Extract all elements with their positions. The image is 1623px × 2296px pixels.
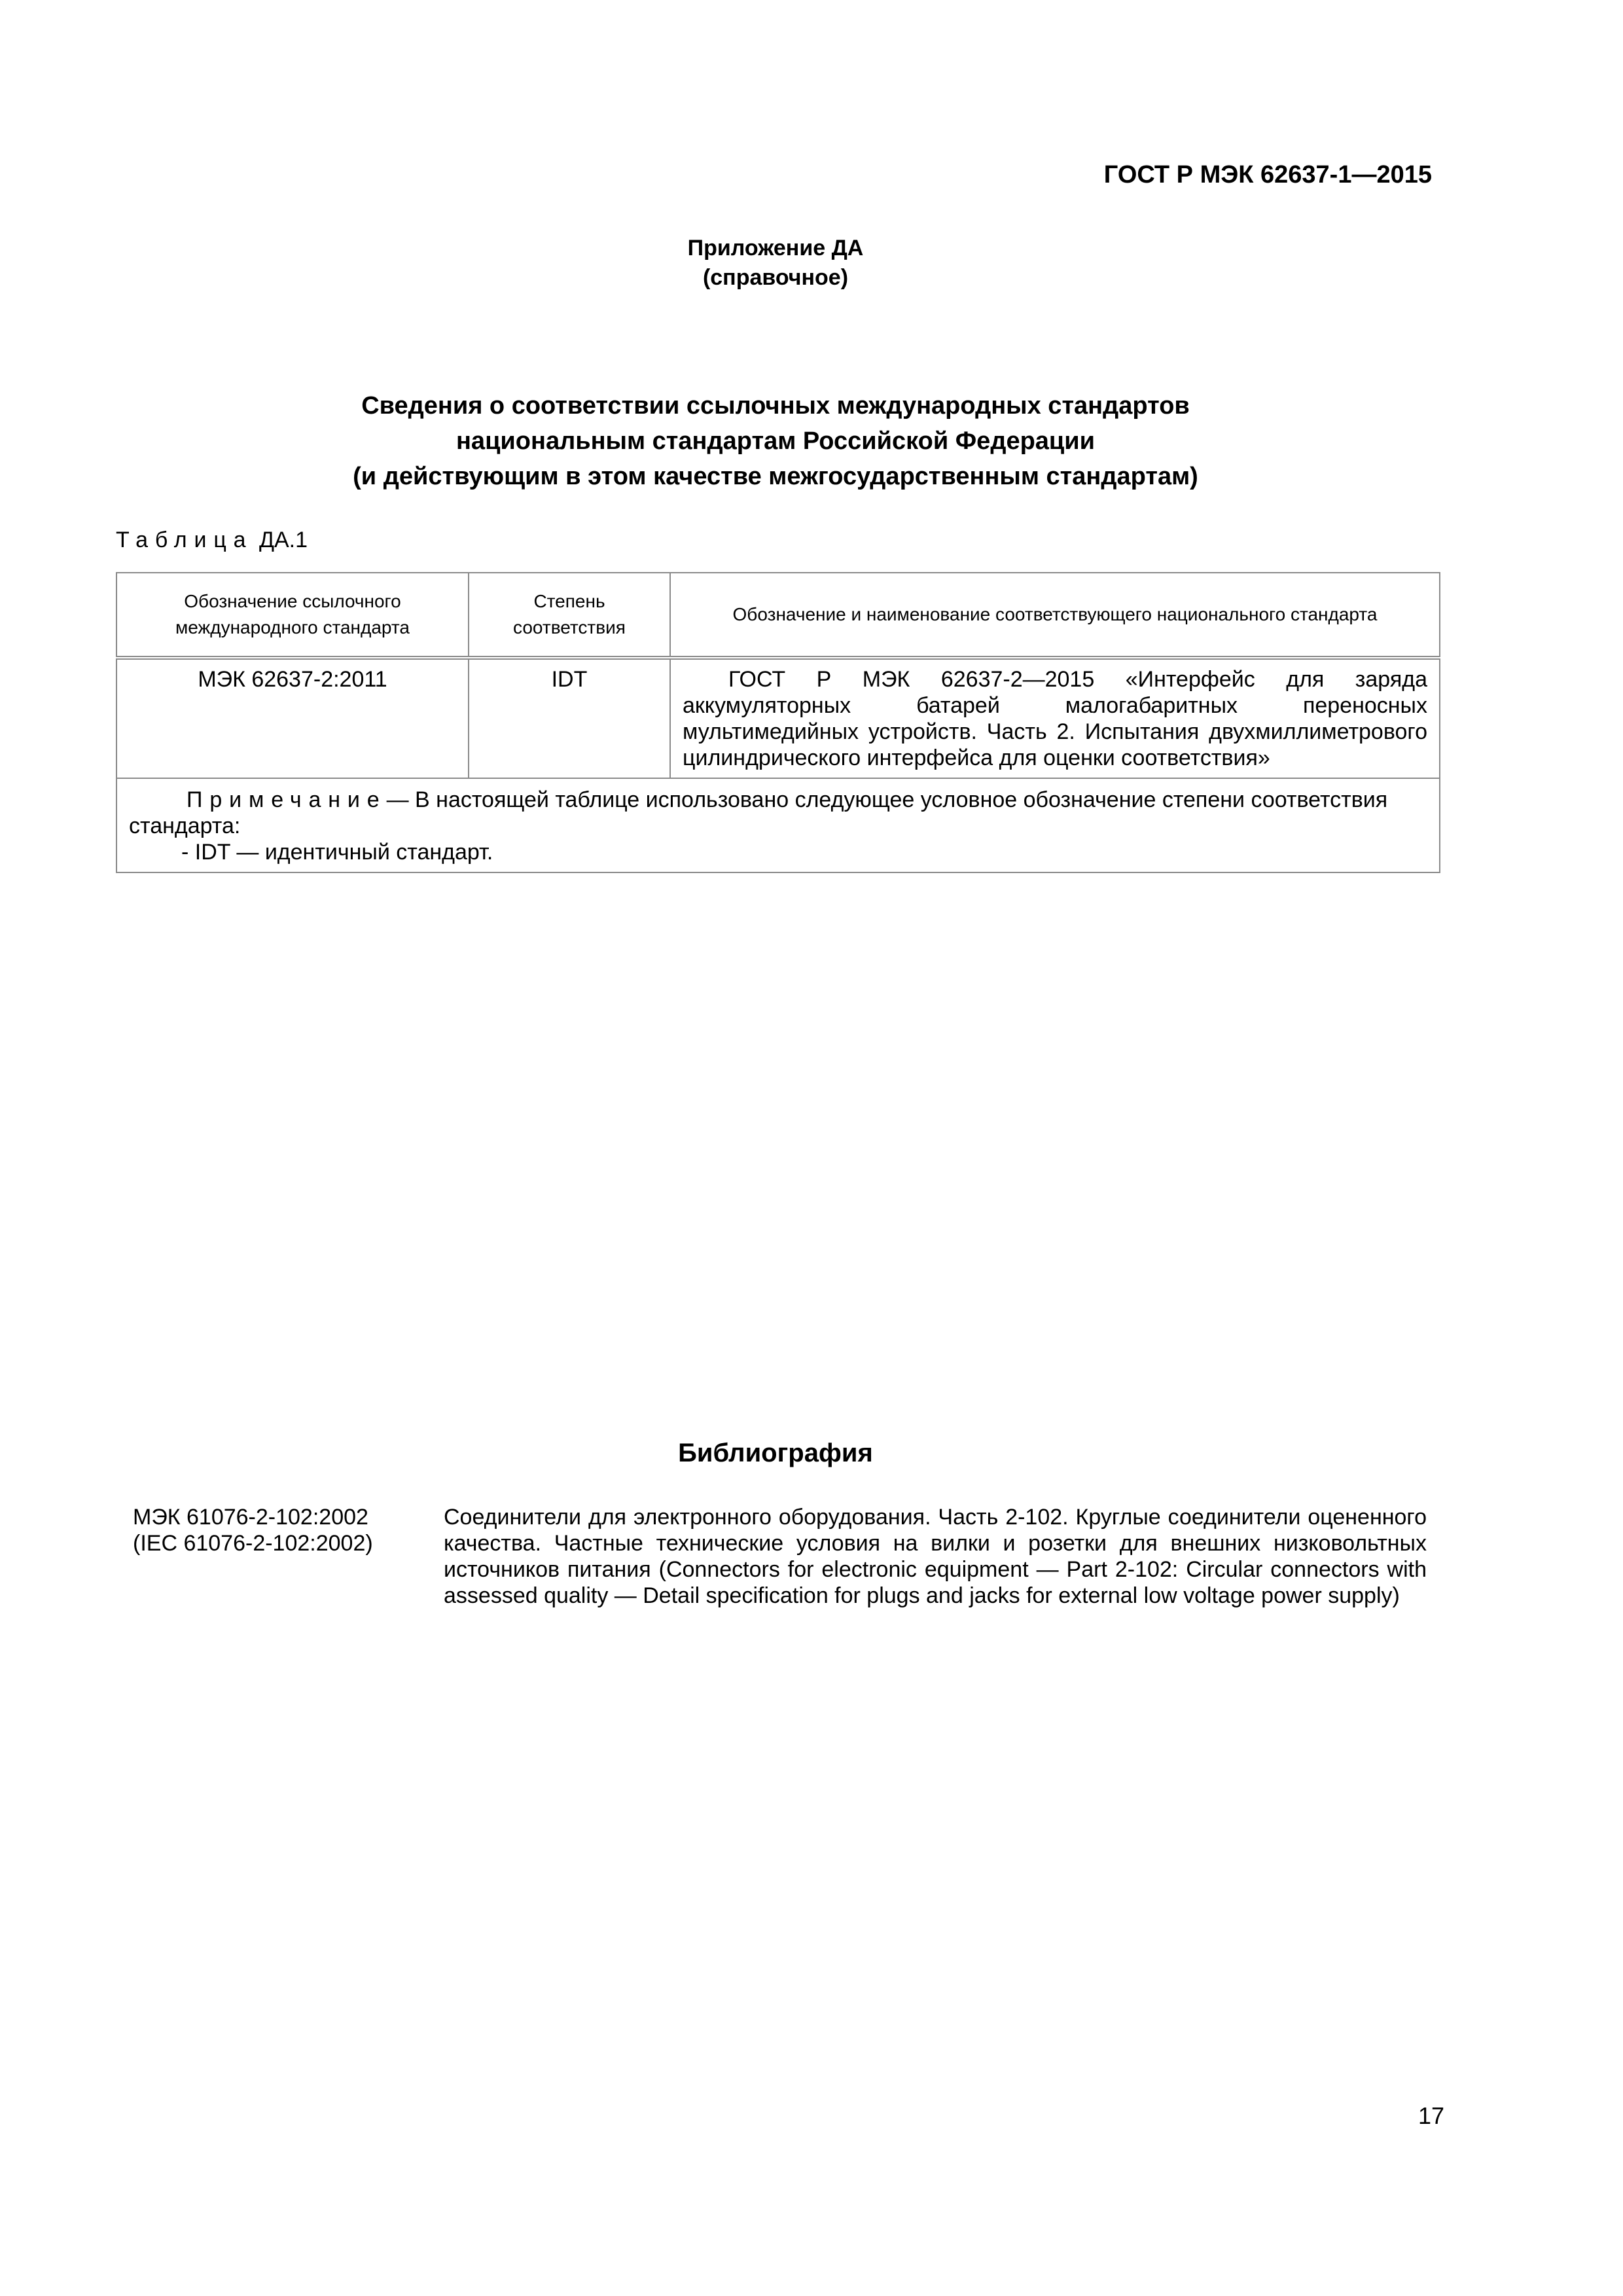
header-degree <box>469 573 670 658</box>
table-caption-word: Таблица <box>116 528 253 552</box>
bibliography-entry: Соединители для электронного оборудования. Часть 2-102. Круглые соединители оцененного качества. Частные технические условия на вилки и розетки для внешних низковольтных источников питания (Connectors for electronic equipment — Part 2-102: Circular connectors with assessed quality — Detail specification for plugs and jacks for external low voltage power supply) <box>444 1505 1427 1608</box>
table-header-row <box>116 573 1440 658</box>
section-heading-line: национальным стандартам Российской Федерации <box>455 427 1095 455</box>
bibliography-ref <box>133 1504 408 1556</box>
note-item: - IDT — идентичный стандарт. <box>181 840 493 865</box>
appendix-type: (справочное) <box>702 265 849 290</box>
header-national-standard <box>670 573 1440 658</box>
cell-degree: IDT <box>469 658 670 778</box>
header-text: соответствия <box>513 617 626 637</box>
appendix-title: Приложение ДА <box>687 236 864 260</box>
table-caption <box>116 528 308 553</box>
header-text: международного стандарта <box>175 617 410 637</box>
page-number: 17 <box>1418 2102 1444 2129</box>
header-ref-standard <box>116 573 469 658</box>
section-heading-line: (и действующим в этом качестве межгосударственным стандартам) <box>353 463 1198 490</box>
header-text: Степень <box>533 591 605 611</box>
document-code: ГОСТ Р МЭК 62637-1—2015 <box>1103 161 1432 188</box>
header-text: Обозначение ссылочного <box>184 591 401 611</box>
header-text: Обозначение и наименование соответствующего национального стандарта <box>732 604 1378 624</box>
bibliography-ref-line: (IEC 61076-2-102:2002) <box>133 1531 373 1556</box>
table-note <box>116 778 1440 872</box>
table-row <box>116 658 1440 778</box>
note-text <box>129 787 1427 839</box>
bibliography-ref-line: МЭК 61076-2-102:2002 <box>133 1505 368 1530</box>
section-heading <box>0 388 1551 494</box>
national-standard-text: ГОСТ Р МЭК 62637-2—2015 «Интерфейс для заряда аккумуляторных батарей малогабаритных переносных мультимедийных устройств. Часть 2. Испытания двухмиллиметрового цилиндрического интерфейса для оценки соответствия» <box>683 667 1427 770</box>
bibliography-title: Библиография <box>678 1439 873 1467</box>
table-caption-number: ДА.1 <box>259 528 308 552</box>
correspondence-table <box>116 572 1440 873</box>
table-note-row <box>116 778 1440 872</box>
cell-national-standard <box>670 658 1440 778</box>
note-label: Примечание <box>187 787 387 812</box>
section-heading-line: Сведения о соответствии ссылочных международных стандартов <box>361 392 1190 420</box>
note-body: — В настоящей таблице использовано следующее условное обозначение степени соответствия стандарта: <box>129 787 1388 838</box>
cell-ref-standard: МЭК 62637-2:2011 <box>116 658 469 778</box>
